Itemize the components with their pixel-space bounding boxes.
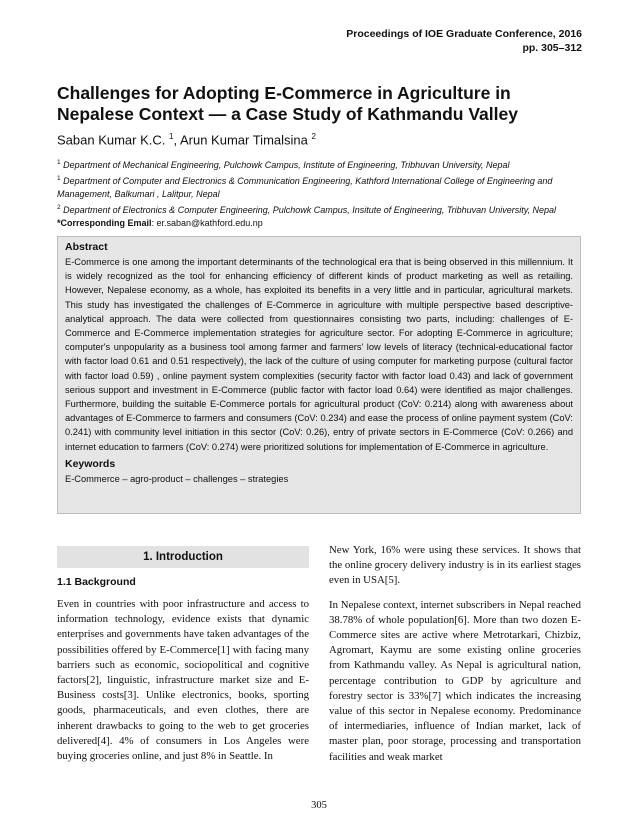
abstract-box [57,236,581,514]
affil-mark: 1 [57,159,61,166]
conference-name: Proceedings of IOE Graduate Conference, 2016 [346,28,582,40]
body-paragraph: In Nepalese context, internet subscribers in Nepal reached 38.78% of whole population[6]. More than two dozen E-Commerce sites are active where Metrotarkari, Chizbiz, Agromart, Kaymu are some existing online groceries from Kathmandu valley. As Nepal is agricultural nation, percentage contribution to GDP by agriculture and forestry sector is 33%[7] which indicates the increasing value of this sector in Nepalese economy. Predominance of intermediaries, influence of Indian market, lack of master plan, poor storage, processing and transportation facilities and weak market [329,598,581,763]
subsection-heading: 1.1 Background [57,576,136,588]
right-column [329,543,581,765]
corresponding-value: : er.saban@kathford.edu.np [151,218,263,228]
left-column [57,543,309,764]
running-header [346,27,582,55]
page-number: 305 [311,800,327,811]
page-range: pp. 305–312 [522,42,582,54]
section-heading: 1. Introduction [57,546,309,568]
keywords-text: E-Commerce – agro-product – challenges – strategies [65,473,289,484]
author-name: Saban Kumar K.C. [57,132,166,148]
affiliation [57,201,585,217]
author-affil-mark: 1 [169,132,174,141]
affiliation [57,172,585,201]
abstract-heading: Abstract [65,241,108,253]
affil-mark: 2 [57,204,61,211]
body-paragraph: Even in countries with poor infrastructure and access to information technology, evidence exists that dynamic enterprises and governments have taken advantages of the possibilities offered by E-Commerce[1] with facing many barriers such as economic, sociopolitical and cognitive factors[2], linguistic, infrastructure market size and E-Business costs[3]. Unlike electronics, books, sporting goods, pharmaceuticals, and even clothes, there are inherent drawbacks to going to the web to get groceries delivered[4]. 4% of consumers in Los Angeles were buying groceries online, and just 8% in Seattle. In [57,598,309,763]
author-separator: , [173,132,180,148]
affiliation-text: Department of Mechanical Engineering, Pulchowk Campus, Institute of Engineering, Tribhuvan University, Nepal [63,160,510,170]
affil-mark: 1 [57,175,61,182]
affiliations [57,156,585,230]
author-affil-mark: 2 [311,132,316,141]
body-paragraph: New York, 16% were using these services. It shows that the online grocery delivery industry is in its earliest stages even in USA[5]. [329,544,581,587]
affiliation [57,156,585,172]
keywords-heading: Keywords [65,457,116,470]
abstract-text: E-Commerce is one among the important determinants of the technological era that is being observed in this millennium. It is widely recognized as the tool for enhancing efficiency of different kinds of product marketing as well as retailing. However, Nepalese economy, as a whole, has exploited its benefits in a very little and in particular, agricultural markets. This study has investigated the challenges of E-Commerce in agriculture with multiple perspective based descriptive-analytical approach. The data were collected from questionnaires consisting two parts, including: challenges of E-Commerce and E-Commerce implementation strategies for agriculture sector. For adopting E-Commerce in agriculture; computer's unpopularity as a business tool among farmer and farmers' low levels of literacy (technical-educational factor with factor load 0.61 and 0.51 respectively), the lack of the culture of using computer for marketing purpose (cultural factor with factor load 0.59) , online payment system complexities (security factor with factor load 0.43) and lack of government serious support and investment in E-Commerce (public factor with factor load 0.64) were identified as major challenges. Furthermore, building the suitable E-Commerce portals for agricultural product (CoV: 0.214) along with awareness about advantages of E-Commerce to farmers and consumers (CoV: 0.234) and ease the process of online payment system (CoV: 0.241) with community level initiation in this sector (CoV: 0.26), entry of private sectors in E-Commerce (CoV: 0.266) and internet education to farmers (CoV: 0.274) were prioritized solutions for implementation of E-Commerce in agriculture. [65,257,573,452]
author-name: Arun Kumar Timalsina [179,132,308,148]
corresponding-label: *Corresponding Email [57,218,152,228]
affiliation-text: Department of Computer and Electronics & Communication Engineering, Kathford International College of Engineering and Management, Balkumari , Lalitpur, Nepal [57,176,553,199]
author-list [57,132,316,147]
corresponding-email [57,217,585,230]
affiliation-text: Department of Electronics & Computer Engineering, Pulchowk Campus, Insitute of Engineering, Tribhuvan University, Nepal [63,205,557,215]
paper-title: Challenges for Adopting E-Commerce in Agriculture in Nepalese Context — a Case Study of Kathmandu Valley [57,83,518,124]
